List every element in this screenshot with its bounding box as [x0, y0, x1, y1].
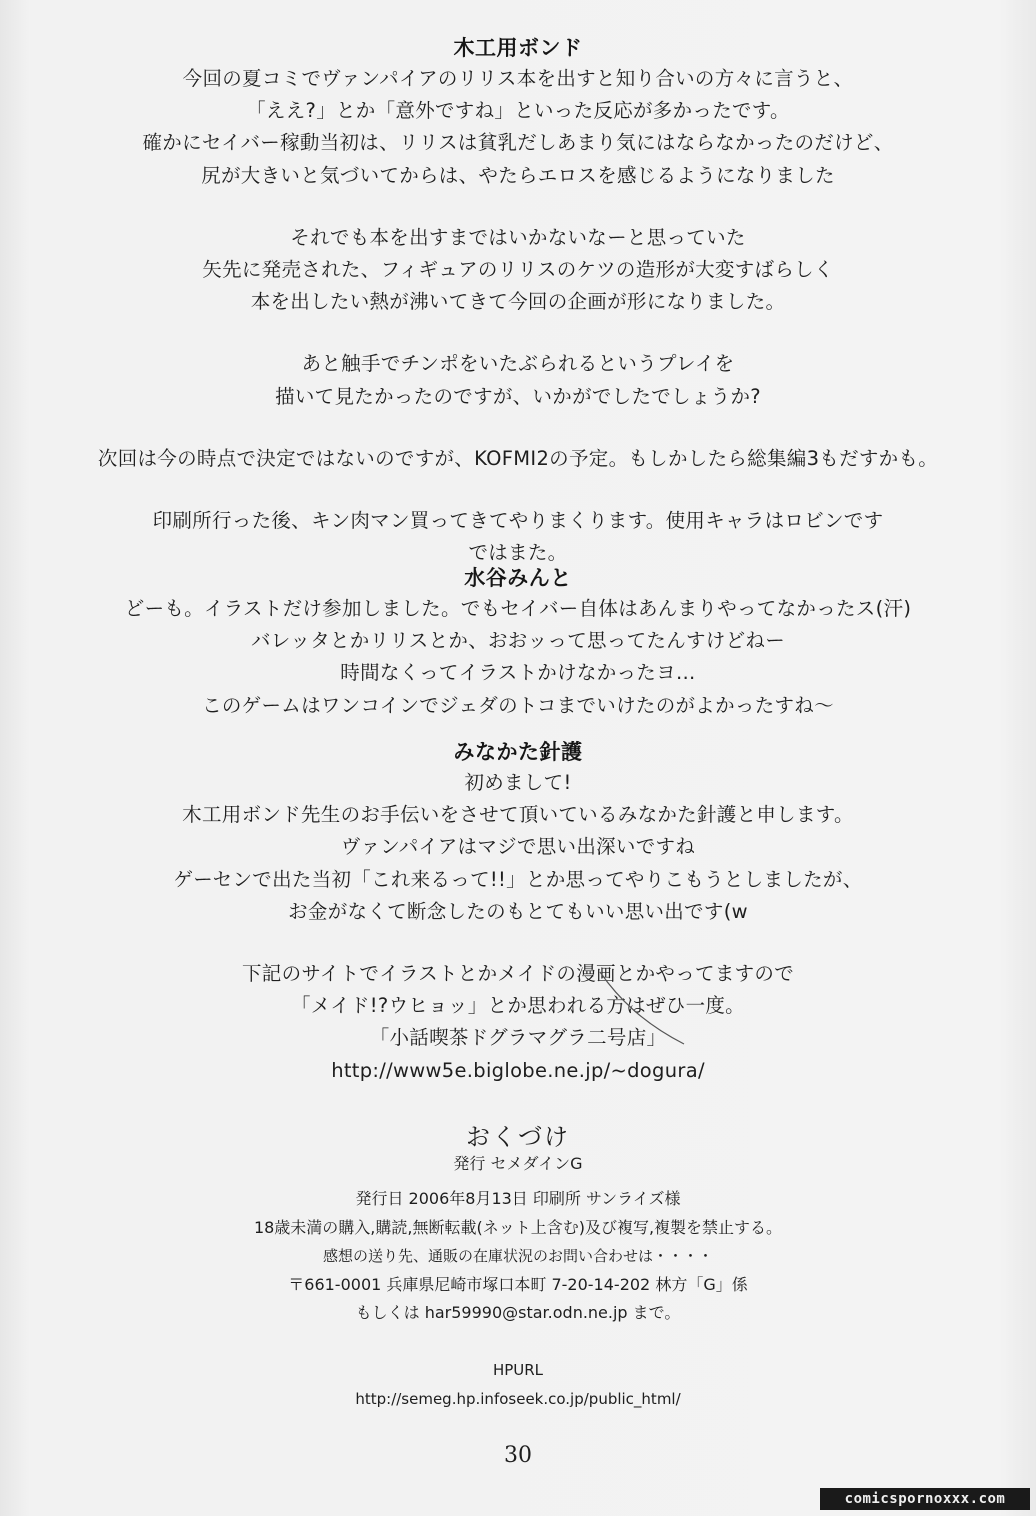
watermark-badge: comicspornoxxx.com — [820, 1488, 1030, 1510]
bond-line: あと触手でチンポをいたぶられるというプレイを — [301, 352, 735, 376]
bond-line: 「ええ?」とか「意外ですね」といった反応が多かったです。 — [246, 99, 790, 123]
pen-stroke-mark — [598, 968, 688, 1048]
minakata-line: ゲーセンで出た当初「これ来るって!!」とか思ってやりこもうとしましたが、 — [173, 867, 863, 891]
colophon-contact: 感想の送り先、通販の在庫状況のお問い合わせは・・・・ — [322, 1247, 713, 1266]
minakata-line: お金がなくて断念したのもとてもいい思い出です(w — [288, 899, 748, 923]
minakata-line: 木工用ボンド先生のお手伝いをさせて頂いているみなかた針護と申します。 — [182, 803, 854, 827]
mizutani-line: バレッタとかリリスとか、おおッって思ってたんすけどねー — [250, 629, 785, 653]
bond-line: 尻が大きいと気づいてからは、やたらエロスを感じるようになりました — [201, 163, 835, 187]
page-number-section — [0, 1442, 1036, 1470]
colophon-title: おくづけ — [466, 1123, 570, 1151]
colophon-hpurl-label: HPURL — [492, 1360, 544, 1379]
bond-line: 今回の夏コミでヴァンパイアのリリス本を出すと知り合いの方々に言うと、 — [182, 67, 854, 90]
mizutani-afterword — [0, 563, 1036, 722]
colophon-date: 発行日 2006年8月13日 印刷所 サンライズ様 — [355, 1189, 681, 1208]
mizutani-line: どーも。イラストだけ参加しました。でもセイバー自体はあんまりやってなかったス(汗) — [124, 597, 912, 620]
colophon-address: 〒661-0001 兵庫県尼崎市塚口本町 7-20-14-202 林方「G」係 — [288, 1274, 748, 1294]
paragraph-gap — [0, 413, 1036, 443]
colophon — [0, 1121, 1036, 1413]
minakata-line: 「小話喫茶ドグラマグラ二号店」 — [369, 1026, 667, 1050]
bond-line: 確かにセイバー稼動当初は、リリスは貧乳だしあまり気にはならなかったのだけど、 — [142, 131, 894, 155]
bond-line: 描いて見たかったのですが、いかがでしたでしょうか? — [275, 384, 761, 408]
minakata-heading: みなかた針護 — [453, 740, 583, 764]
minakata-line: 「メイド!?ウヒョッ」とか思われる方はぜひ一度。 — [291, 994, 745, 1018]
mizutani-line: 時間なくってイラストかけなかったヨ… — [340, 661, 696, 685]
bond-line: ではまた。 — [468, 541, 568, 565]
bond-line: それでも本を出すまではいかないなーと思っていた — [290, 225, 746, 249]
bond-line: 次回は今の時点で決定ではないのですが、KOFMI2の予定。もしかしたら総集編3もだすかも。 — [97, 446, 939, 470]
minakata-line: ヴァンパイアはマジで思い出深いですね — [340, 835, 696, 859]
mizutani-line: このゲームはワンコインでジェダのトコまでいけたのがよかったすね〜 — [202, 693, 834, 717]
colophon-publisher: 発行 セメダインG — [453, 1154, 583, 1173]
minakata-line: 下記のサイトでイラストとかメイドの漫画とかやってますので — [241, 962, 795, 986]
minakata-afterword — [0, 737, 1036, 1087]
paragraph-gap — [0, 318, 1036, 348]
bond-afterword — [0, 33, 1036, 569]
bond-lines — [0, 63, 1036, 569]
page-number: 30 — [504, 1443, 532, 1468]
minakata-site-url: http://www5e.biglobe.ne.jp/~dogura/ — [331, 1058, 705, 1082]
minakata-line: 初めまして! — [464, 771, 572, 794]
bond-line: 印刷所行った後、キン肉マン買ってきてやりまくります。使用キャラはロビンです — [152, 509, 884, 533]
colophon-hpurl: http://semeg.hp.infoseek.co.jp/public_html/ — [355, 1389, 681, 1408]
mizutani-heading: 水谷みんと — [464, 566, 572, 590]
paragraph-gap — [0, 192, 1036, 222]
paragraph-gap — [0, 928, 1036, 958]
colophon-email: もしくは har59990@star.odn.ne.jp まで。 — [355, 1303, 681, 1323]
bond-line: 矢先に発売された、フィギュアのリリスのケツの造形が大変すばらしく — [202, 258, 834, 282]
paragraph-gap — [0, 1175, 1036, 1185]
paragraph-gap — [0, 475, 1036, 505]
bond-heading: 木工用ボンド — [453, 36, 583, 60]
colophon-notice: 18歳未満の購入,購読,無断転載(ネット上含む)及び複写,複製を禁止する。 — [253, 1217, 783, 1237]
paragraph-gap — [0, 1328, 1036, 1356]
bond-line: 本を出したい熱が沸いてきて今回の企画が形になりました。 — [250, 290, 786, 314]
